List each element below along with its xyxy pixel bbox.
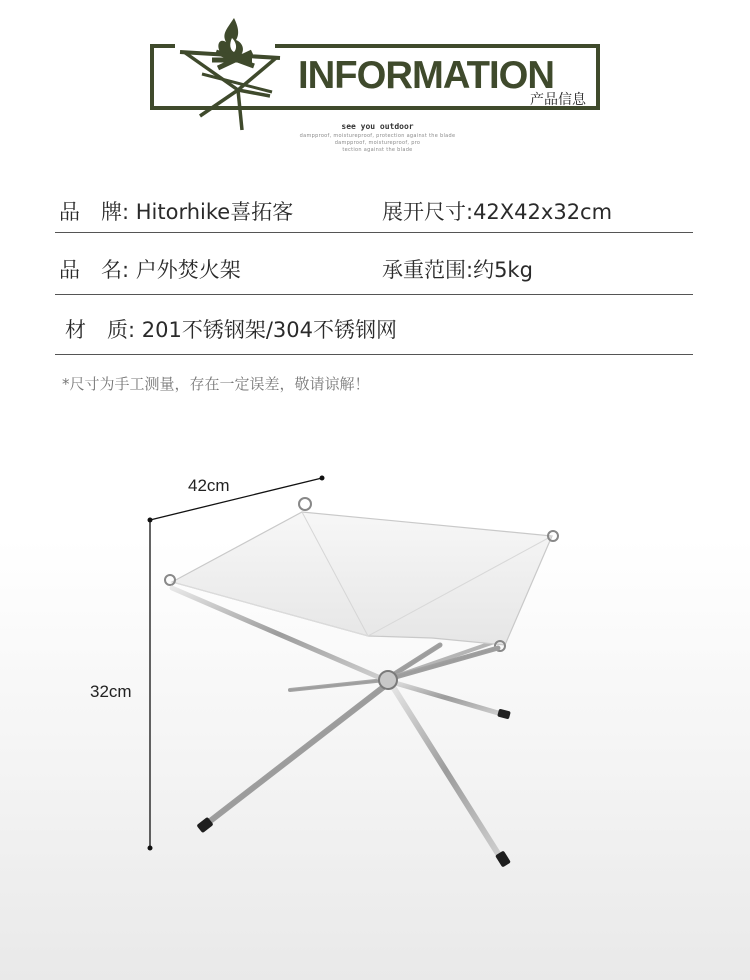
spec-row-brand — [55, 176, 693, 233]
tagline-small-1: dampproof, moistureproof, protection against the blade — [299, 133, 456, 139]
spec-brand: 品 牌: Hitorhike喜拓客 — [59, 200, 294, 224]
info-title: INFORMATION — [298, 54, 555, 97]
tagline-small-2: dampproof, moistureproof, pro — [334, 140, 421, 146]
product-figure — [0, 440, 750, 880]
tagline-small-3: tection against the blade — [342, 147, 413, 153]
spec-material: 材 质: 201不锈钢架/304不锈钢网 — [65, 318, 397, 342]
spec-row-material — [55, 294, 693, 355]
height-dimension-label: 32cm — [90, 682, 132, 701]
spec-size: 展开尺寸:42X42x32cm — [382, 200, 613, 224]
spec-load: 承重范围:约5kg — [382, 258, 533, 282]
fire-stand-illustration — [0, 440, 750, 880]
measurement-note: *尺寸为手工测量，存在一定误差，敬请谅解！ — [62, 375, 370, 393]
campfire-logo-icon — [176, 16, 284, 134]
spec-row-name — [55, 232, 693, 295]
spec-name: 品 名: 户外焚火架 — [59, 258, 241, 282]
tagline: see you outdoor — [341, 122, 414, 131]
width-dimension-label: 42cm — [188, 476, 230, 495]
info-subtitle: 产品信息 — [530, 92, 586, 108]
